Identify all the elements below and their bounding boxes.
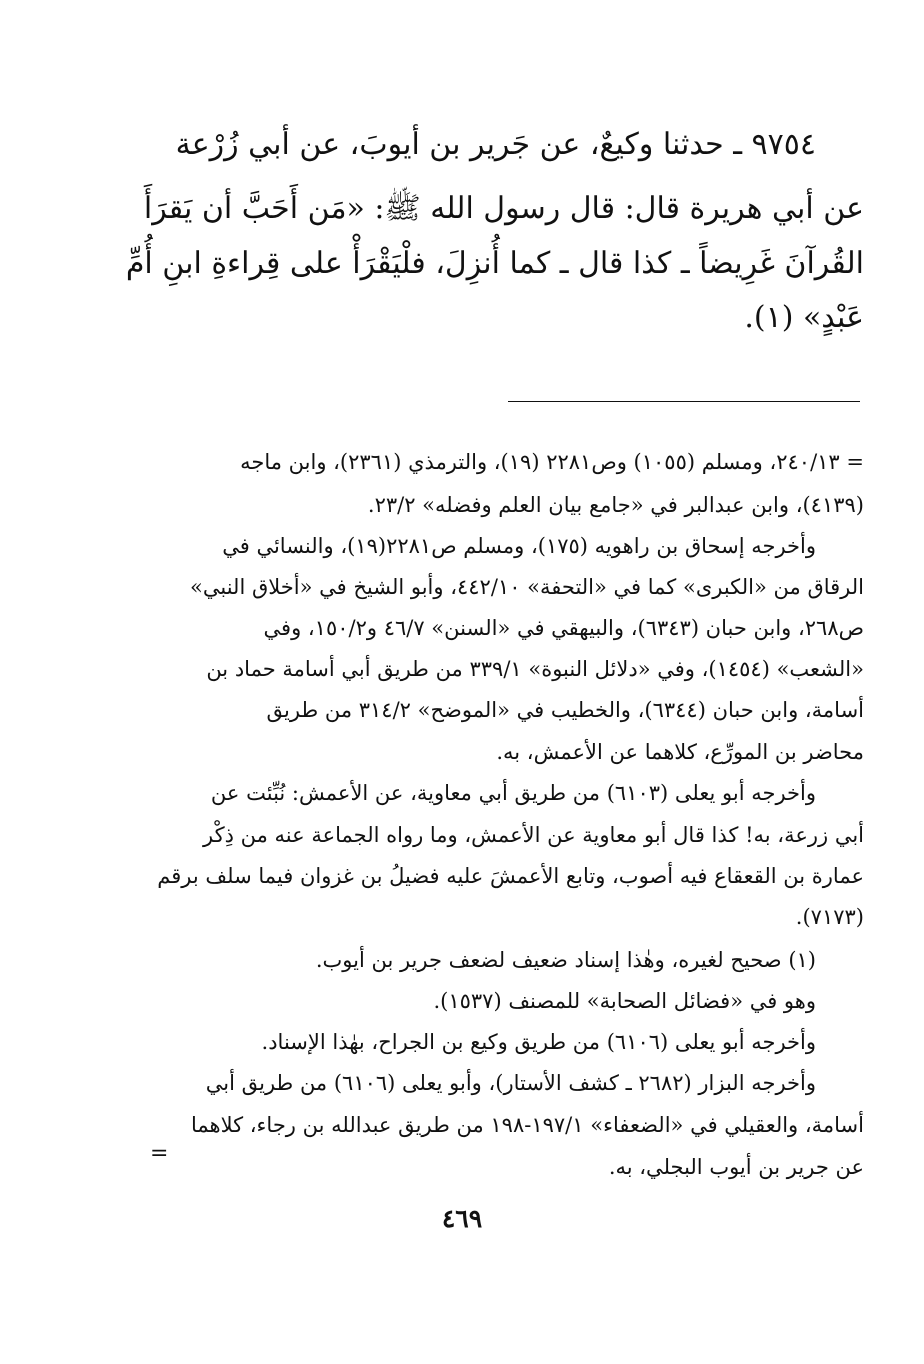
footnote-p3-line-4: (٧١٧٣). xyxy=(795,905,864,929)
footnote-1-line-2: وهو في «فضائل الصحابة» للمصنف (١٥٣٧). xyxy=(433,989,816,1013)
footnote-p3-line-3: عمارة بن القعقاع فيه أصوب، وتابع الأعمشَ عليه فضيلُ بن غزوان فيما سلف برقم xyxy=(157,864,864,888)
hadith-line-4: عَبْدٍ» (١). xyxy=(744,300,864,335)
continuation-mark: = xyxy=(150,1141,169,1166)
footnote-p2-line-6: محاضر بن المورِّع، كلاهما عن الأعمش، به. xyxy=(496,740,864,764)
footnote-1-line-5: أسامة، والعقيلي في «الضعفاء» ١٩٧/١-١٩٨ من طريق عبدالله بن رجاء، كلاهما xyxy=(190,1113,864,1137)
footnote-p2-line-2: الرقاق من «الكبرى» كما في «التحفة» ٤٤٢/١٠، وأبو الشيخ في «أخلاق النبي» xyxy=(190,575,864,599)
footnote-p2-line-4: «الشعب» (١٤٥٤)، وفي «دلائل النبوة» ٣٣٩/١ من طريق أبي أسامة حماد بن xyxy=(206,657,864,681)
footnote-1-line-4: وأخرجه البزار (٢٦٨٢ ـ كشف الأستار)، وأبو يعلى (٦١٠٦) من طريق أبي xyxy=(205,1071,816,1095)
footnote-p1-line-1: = ٢٤٠/١٣، ومسلم (١٠٥٥) وص٢٢٨١ (١٩)، والترمذي (٢٣٦١)، وابن ماجه xyxy=(240,450,864,474)
footnote-separator xyxy=(508,401,860,402)
footnote-p3-line-1: وأخرجه أبو يعلى (٦١٠٣) من طريق أبي معاوية، عن الأعمش: نُبِّئت عن xyxy=(210,781,816,805)
footnote-p2-line-1: وأخرجه إسحاق بن راهويه (١٧٥)، ومسلم ص٢٢٨١(١٩)، والنسائي في xyxy=(222,534,816,558)
hadith-line-3: القُرآنَ غَرِيضاً ـ كذا قال ـ كما أُنزِلَ، فلْيَقْرَأْ على قِراءةِ ابنِ أُمِّ xyxy=(125,246,864,281)
page-number: ٤٦٩ xyxy=(441,1204,483,1233)
footnote-1-line-3: وأخرجه أبو يعلى (٦١٠٦) من طريق وكيع بن الجراح، بهٰذا الإسناد. xyxy=(261,1030,816,1054)
hadith-line-2: عن أبي هريرة قال: قال رسول الله ﷺ: «مَن أَحَبَّ أن يَقرَأَ xyxy=(143,191,864,226)
footnote-1-line-1: (١) صحيح لغيره، وهٰذا إسناد ضعيف لضعف جرير بن أيوب. xyxy=(315,948,816,972)
footnote-1-line-6: عن جرير بن أيوب البجلي، به. xyxy=(608,1155,864,1179)
footnote-p2-line-5: أسامة، وابن حبان (٦٣٤٤)، والخطيب في «الموضح» ٣١٤/٢ من طريق xyxy=(266,698,864,722)
hadith-line-1: ٩٧٥٤ ـ حدثنا وكيعٌ، عن جَرير بن أيوبَ، عن أبي زُرْعة xyxy=(175,127,816,162)
footnote-p3-line-2: أبي زرعة، به! كذا قال أبو معاوية عن الأعمش، وما رواه الجماعة عنه من ذِكْر xyxy=(203,823,864,847)
footnote-p2-line-3: ص٢٦٨، وابن حبان (٦٣٤٣)، والبيهقي في «السنن» ٤٦/٧ و١٥٠/٢، وفي xyxy=(263,616,864,640)
footnote-p1-line-2: (٤١٣٩)، وابن عبدالبر في «جامع بيان العلم وفضله» ٢٣/٢. xyxy=(367,493,864,517)
